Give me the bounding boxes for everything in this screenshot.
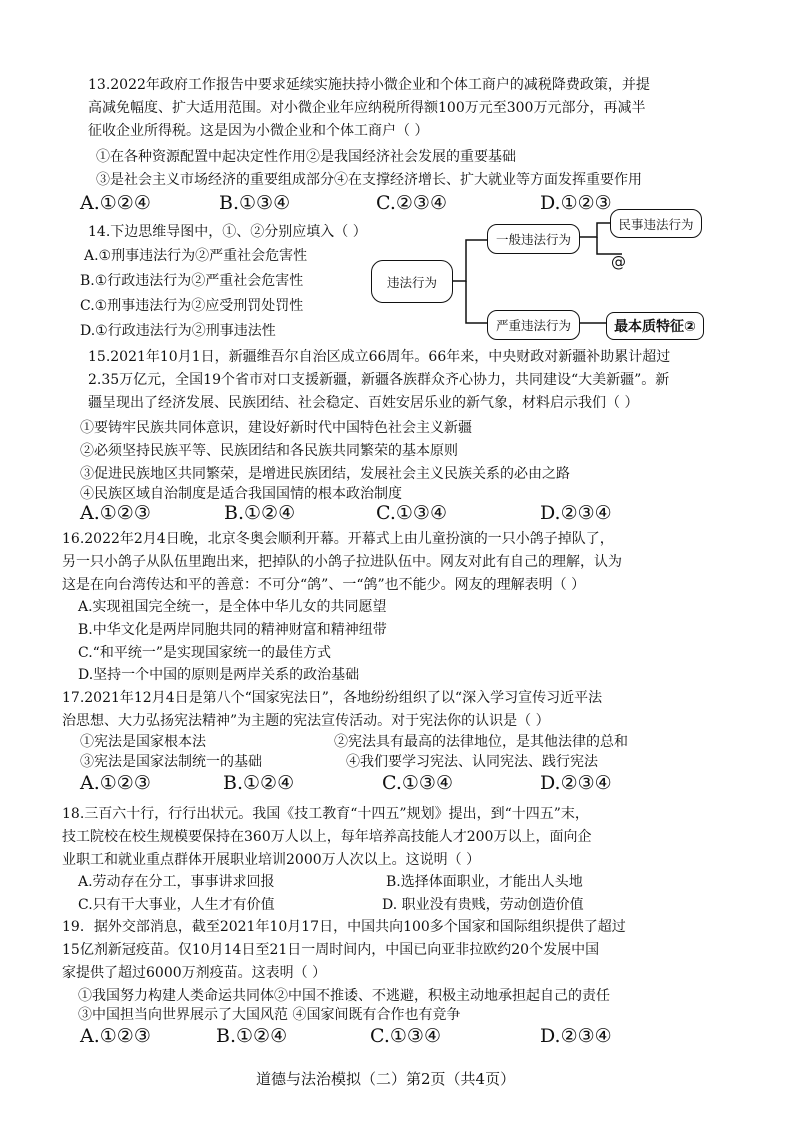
mind-map-feature-box	[606, 312, 704, 340]
q19-statement-1: ①我国努力构建人类命运共同体②中国不推诿、不逃避，积极主动地承担起自己的责任	[78, 988, 610, 1004]
q14-option-b: B.①行政违法行为②严重社会危害性	[80, 273, 304, 289]
q17-option-c: C.①③④	[382, 772, 453, 794]
q19-option-a: A.①②③	[80, 1025, 151, 1047]
q18-line3: 业职工和就业重点群体开展职业培训2000万人次以上。这说明（ ）	[62, 852, 481, 868]
page-footer: 道德与法治模拟（二）第2页（共4页）	[256, 1070, 516, 1088]
q14-option-a: A.①刑事违法行为②严重社会危害性	[84, 248, 308, 264]
mind-map-root	[371, 260, 453, 303]
q17-option-b: B.①②④	[223, 772, 295, 794]
q13-line1: 13.2022年政府工作报告中要求延续实施扶持小微企业和个体工商户的减税降费政策，并提	[88, 77, 650, 93]
q15-line3: 疆呈现出了经济发展、民族团结、社会稳定、百姓安居乐业的新气象，材料启示我们（ ）	[88, 395, 639, 411]
q13-option-a: A.①②④	[80, 192, 151, 214]
q17-option-d: D.②③④	[540, 772, 612, 794]
q15-statement-4: ④民族区域自治制度是适合我国国情的根本政治制度	[80, 486, 402, 502]
mind-map-serious-label: 严重违法行为	[495, 318, 571, 333]
mind-map-root-label: 违法行为	[386, 274, 437, 290]
q17-statement-4: ④我们要学习宪法、认同宪法、践行宪法	[346, 754, 598, 770]
q17-line1: 17.2021年12月4日是第八个“国家宪法日”，各地纷纷组织了以“深入学习宣传习近平法	[62, 690, 603, 706]
q19-option-d: D.②③④	[540, 1025, 612, 1047]
q13-statement-1: ①在各种资源配置中起决定性作用②是我国经济社会发展的重要基础	[96, 149, 516, 165]
mind-map-civil-violation	[610, 209, 702, 238]
q19-option-b: B.①②④	[216, 1025, 288, 1047]
q15-option-b: B.①②④	[224, 502, 296, 524]
q16-option-b: B.中华文化是两岸同胞共同的精神财富和精神纽带	[78, 622, 387, 638]
q13-option-c: C.②③④	[376, 192, 447, 214]
q16-line2: 另一只小鸽子从队伍里跑出来，把掉队的小鸽子拉进队伍中。网友对此有自己的理解，认为	[62, 554, 622, 570]
q16-option-c: C.“和平统一”是实现国家统一的最佳方式	[78, 645, 331, 661]
mind-map-feature-label: 最本质特征②	[614, 319, 696, 335]
q16-line3: 这是在向台湾传达和平的善意：不可分“鸽”、一“鸽”也不能少。网友的理解表明（ ）	[62, 577, 586, 593]
q18-line1: 18.三百六十行，行行出状元。我国《技工教育“十四五”规划》提出，到“十四五”末，	[62, 806, 589, 822]
q15-option-d: D.②③④	[540, 502, 612, 524]
q15-statement-3: ③促进民族地区共同繁荣，是增进民族团结，发展社会主义民族关系的必由之路	[80, 466, 570, 482]
q13-option-d: D.①②③	[540, 192, 612, 214]
q19-line2: 15亿剂新冠疫苗。仅10月14日至21日一周时间内，中国已向亚非拉欧约20个发展中国	[62, 942, 600, 958]
q13-line3: 征收企业所得税。这是因为小微企业和个体工商户（ ）	[88, 123, 429, 139]
q15-option-c: C.①③④	[376, 502, 447, 524]
q15-statement-1: ①要铸牢民族共同体意识，建设好新时代中国特色社会主义新疆	[80, 420, 472, 436]
q14-option-d: D.①行政违法行为②刑事违法性	[80, 323, 276, 339]
q17-option-a: A.①②③	[80, 772, 151, 794]
q15-line1: 15.2021年10月1日，新疆维吾尔自治区成立66周年。66年来，中央财政对新疆补助累计超过	[88, 349, 671, 365]
q15-statement-2: ②必须坚持民族平等、民族团结和各民族共同繁荣的基本原则	[80, 443, 458, 459]
q18-line2: 技工院校在校生规模要保持在360万人以上，每年培养高技能人才200万以上，面向企	[62, 829, 592, 845]
q19-statement-2: ③中国担当向世界展示了大国风范 ④国家间既有合作也有竞争	[78, 1007, 461, 1023]
q18-option-d: D. 职业没有贵贱，劳动创造价值	[382, 897, 584, 913]
q16-line1: 16.2022年2月4日晚，北京冬奥会顺利开幕。开幕式上由儿童扮演的一只小鸽子掉队了，	[62, 531, 614, 547]
mind-map-civil-label: 民事违法行为	[618, 216, 694, 232]
q18-option-b: B.选择体面职业，才能出人头地	[386, 874, 583, 890]
q16-option-d: D.坚持一个中国的原则是两岸关系的政治基础	[78, 667, 360, 683]
q18-option-c: C.只有干大事业，人生才有价值	[78, 897, 275, 913]
mind-map-general-violation	[487, 224, 580, 254]
q17-statement-1: ①宪法是国家根本法	[80, 734, 206, 750]
q15-option-a: A.①②③	[80, 502, 151, 524]
q18-option-a: A.劳动存在分工，事事讲求回报	[78, 874, 275, 890]
mind-map-blank-1: @	[611, 253, 626, 271]
q17-statement-3: ③宪法是国家法制统一的基础	[80, 754, 262, 770]
q15-line2: 2.35万亿元，全国19个省市对口支援新疆，新疆各族群众齐心协力，共同建设“大美新疆”。新	[88, 372, 670, 388]
q19-option-c: C.①③④	[370, 1025, 441, 1047]
q19-line1: 19．据外交部消息，截至2021年10月17日，中国共向100多个国家和国际组织提供了超过	[62, 919, 626, 935]
q17-line2: 治思想、大力弘扬宪法精神”为主题的宪法宣传活动。对于宪法你的认识是（ ）	[62, 713, 550, 729]
q13-line2: 高减免幅度、扩大适用范围。对小微企业年应纳税所得额100万元至300万元部分，再减半	[88, 100, 646, 116]
mind-map-general-label: 一般违法行为	[495, 232, 571, 247]
mind-map-serious-violation	[487, 310, 580, 340]
q13-option-b: B.①③④	[219, 192, 291, 214]
q13-statement-2: ③是社会主义市场经济的重要组成部分④在支撑经济增长、扩大就业等方面发挥重要作用	[96, 172, 642, 188]
q14-line1: 14.下边思维导图中，①、②分别应填入（ ）	[88, 224, 367, 240]
q14-option-c: C.①刑事违法行为②应受刑罚处罚性	[80, 298, 304, 314]
q19-line3: 家提供了超过6000万剂疫苗。这表明（ ）	[62, 965, 327, 981]
q16-option-a: A.实现祖国完全统一，是全体中华儿女的共同愿望	[78, 599, 387, 615]
q17-statement-2: ②宪法具有最高的法律地位，是其他法律的总和	[334, 734, 628, 750]
